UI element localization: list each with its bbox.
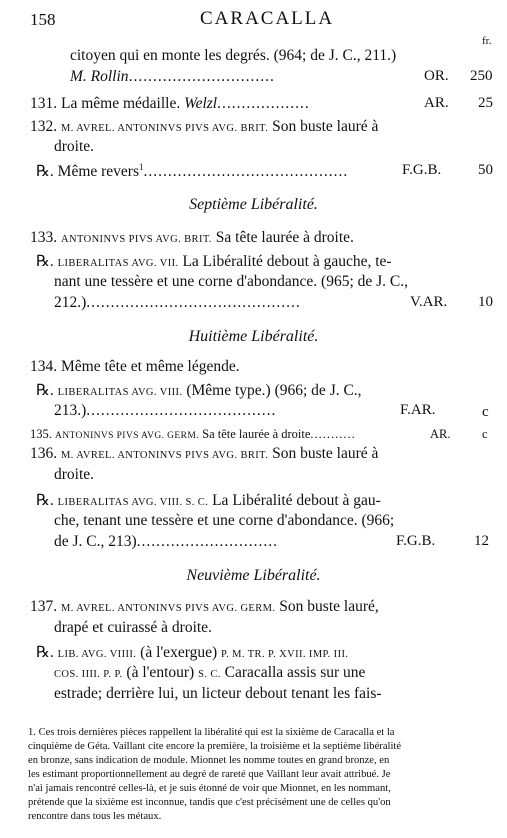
leader-dots: .............................. — [128, 68, 275, 85]
entry-number: 135. — [30, 427, 52, 441]
coin-legend: LIBERALITAS AVG. VII. — [57, 258, 179, 269]
entry-text: Son buste lauré à — [272, 445, 379, 462]
price: 12 — [474, 533, 489, 549]
leader-dots: ....................................... — [86, 402, 277, 419]
footnote-ref: 1 — [139, 162, 144, 172]
entry-line: che, tenant une tessère et une corne d'abondance. (966; — [54, 512, 395, 529]
footnote-line: cinquième de Géta. Vaillant cite encore la première, la troisième et la septième libéralité — [28, 741, 402, 752]
entry-line: droite. — [54, 138, 95, 155]
coin-legend: LIB. AVG. VIIII. — [57, 649, 137, 660]
entry-line — [70, 68, 275, 86]
reverse-mark: ℞. — [36, 644, 54, 661]
coin-legend: ANTONINVS PIVS AVG. BRIT. — [61, 234, 212, 245]
entry-line — [54, 294, 301, 312]
reverse-mark: ℞. — [36, 163, 54, 181]
entry-number: 131. — [30, 95, 58, 112]
entry-line: citoyen qui en monte les degrés. (964; de J. C., 211.) — [70, 47, 397, 64]
price: 10 — [478, 294, 493, 310]
leader-dots: ........... — [310, 427, 356, 441]
reverse-line — [36, 252, 392, 271]
entry-text: Même revers — [57, 163, 139, 181]
entry-137 — [30, 598, 379, 616]
owner-name: M. Rollin — [70, 68, 129, 85]
entry-line — [54, 664, 365, 682]
entry-line: drapé et cuirassé à droite. — [54, 619, 212, 636]
coin-legend: LIBERALITAS AVG. VIII. — [57, 387, 183, 398]
price: 250 — [470, 68, 493, 84]
entry-text: de J. C., 213) — [54, 533, 137, 550]
entry-text: La même médaille. — [61, 95, 181, 112]
leader-dots: ............................................ — [86, 294, 301, 311]
entry-text: Sa tête laurée à droite. — [215, 229, 354, 246]
currency-unit: fr. — [482, 35, 492, 47]
footnote-line: les estimant proportionnellement au degré de rareté que Vaillant leur avait attribué. Je — [28, 769, 391, 780]
entry-text: 213.) — [54, 402, 87, 419]
entry-text: (Même type.) (966; de J. C., — [186, 382, 362, 399]
metal-code: OR. — [424, 68, 449, 84]
entry-line: droite. — [54, 466, 95, 483]
leader-dots: ................... — [217, 95, 310, 112]
entry-132 — [30, 118, 378, 136]
entry-line: nant une tessère et une corne d'abondance. (965; de J. C., — [54, 273, 409, 290]
entry-135 — [30, 427, 356, 442]
entry-number: 136. — [30, 445, 58, 462]
price: c — [482, 404, 489, 420]
footnote-line: n'ai jamais rencontré celles-là, et je suis étonné de voir que Mionnet, en les nommant, — [28, 783, 391, 794]
owner-name: Welzl — [184, 95, 218, 112]
reverse-line — [36, 491, 381, 510]
coin-legend: ANTONINVS PIVS AVG. GERM. — [55, 431, 199, 441]
entry-number: 137. — [30, 598, 58, 615]
entry-133 — [30, 229, 354, 247]
coin-legend: M. AVREL. ANTONINVS PIVS AVG. BRIT. — [61, 450, 269, 461]
coin-legend: COS. IIII. P. P. — [54, 669, 123, 680]
entry-line — [54, 533, 278, 551]
reverse-mark: ℞. — [36, 253, 54, 270]
coin-legend: M. AVREL. ANTONINVS PIVS AVG. GERM. — [61, 603, 276, 614]
reverse-line — [36, 643, 348, 662]
entry-134 — [30, 358, 240, 376]
metal-code: F.G.B. — [402, 162, 442, 178]
footnote-line: rencontre dans tous les métaux. — [28, 811, 162, 822]
coin-legend: LIBERALITAS AVG. VIII. S. C. — [57, 497, 209, 508]
metal-code: AR. — [424, 95, 449, 111]
entry-text: 212.) — [54, 294, 87, 311]
entry-text: (à l'exergue) — [140, 644, 218, 661]
entry-text: Sa tête laurée à droite — [202, 427, 311, 441]
price: 50 — [478, 162, 493, 178]
entry-number: 132. — [30, 118, 58, 135]
entry-text: Son buste lauré à — [272, 118, 379, 135]
metal-code: F.AR. — [400, 402, 436, 418]
entry-line: estrade; derrière lui, un licteur debout tenant les fais- — [54, 685, 382, 702]
entry-number: 134. — [30, 358, 58, 375]
entry-text: Son buste lauré, — [279, 598, 379, 615]
leader-dots: .......................................... — [143, 163, 349, 181]
entry-line — [54, 402, 276, 420]
coin-legend: P. M. TR. P. XVII. IMP. III. — [221, 649, 349, 660]
entry-131 — [30, 95, 310, 113]
entry-text: (à l'entour) — [126, 664, 195, 681]
footnote-line: 1. Ces trois dernières pièces rappellent la libéralité qui est la sixième de Caracalla et la — [28, 727, 395, 738]
running-title: CARACALLA — [200, 8, 335, 29]
section-heading: Septième Libéralité. — [189, 196, 318, 213]
coin-legend: M. AVREL. ANTONINVS PIVS AVG. BRIT. — [61, 123, 269, 134]
entry-number: 133. — [30, 229, 58, 246]
metal-code: V.AR. — [410, 294, 448, 310]
entry-136 — [30, 445, 378, 463]
footnote-line: prétende que la sixième est inconnue, tandis que c'est précisément une de celles qu'on — [28, 797, 391, 808]
reverse-line — [36, 162, 348, 181]
entry-text: Caracalla assis sur une — [224, 664, 366, 681]
reverse-mark: ℞. — [36, 382, 54, 399]
metal-code: F.G.B. — [396, 533, 436, 549]
page-number: 158 — [30, 10, 56, 29]
metal-code: AR. — [430, 427, 451, 441]
entry-text: La Libéralité debout à gau- — [212, 492, 381, 509]
section-heading: Huitième Libéralité. — [188, 328, 319, 345]
entry-text: Même tête et même légende. — [61, 358, 240, 375]
section-heading: Neuvième Libéralité. — [186, 567, 321, 584]
reverse-mark: ℞. — [36, 492, 54, 509]
coin-legend: S. C. — [198, 669, 221, 680]
entry-text: La Libéralité debout à gauche, te- — [182, 253, 392, 270]
price: 25 — [478, 95, 493, 111]
price: c — [482, 427, 488, 441]
footnote-line: en bronze, sans indication de module. Mionnet les nomme toutes en grand bronze, en — [28, 755, 390, 766]
leader-dots: ............................. — [136, 533, 279, 550]
reverse-line — [36, 381, 362, 400]
